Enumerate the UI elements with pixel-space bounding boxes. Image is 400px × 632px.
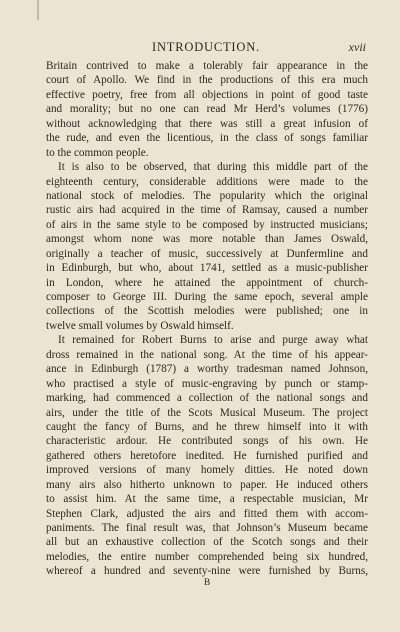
text-line: originally a teacher of music, successively at Dunfermline and — [46, 247, 368, 260]
text-line: without acknowledging that there was still a great infusion of — [46, 117, 368, 130]
text-line: characteristic ardour. He contributed songs of his own. He — [46, 435, 368, 448]
text-line: Stephen Clark, adjusted the airs and fitted them with accom- — [46, 507, 368, 520]
text-line: many airs also hitherto unknown to paper. He induced others — [46, 478, 368, 491]
text-line: national stock of melodies. The popularity which the original — [46, 189, 368, 202]
text-line: who practised a style of music-engraving by punch or stamp- — [46, 377, 368, 390]
text-line: Britain contrived to make a tolerably fair appearance in the — [46, 60, 368, 72]
text-line: It is also to be observed, that during this middle part of the — [58, 161, 368, 174]
text-line: improved versions of many homely ditties. He noted down — [46, 464, 368, 477]
running-header-title: INTRODUCTION. — [152, 40, 260, 54]
text-line: effective poetry, free from all objections in point of good taste — [46, 88, 368, 101]
text-line: rustic airs had acquired in the time of Ramsay, caused a number — [46, 204, 368, 217]
text-line: composer to George III. During the same epoch, several ample — [46, 291, 368, 303]
text-line: gathered others heretofore inedited. He furnished purified and — [46, 449, 368, 462]
text-line: to the common people. — [46, 146, 149, 159]
page-folio: xvii — [348, 40, 366, 54]
text-line: in Edinburgh, but who, about 1741, settled as a music-publisher — [46, 262, 368, 275]
signature-mark: B — [203, 578, 211, 588]
text-line: It remained for Robert Burns to arise and purge away what — [58, 334, 368, 347]
text-line: amongst whom none was more notable than James Oswald, — [46, 233, 368, 246]
text-line: and morality; but no one can read Mr Herd’s volumes (1776) — [46, 103, 368, 116]
text-line: ance in Edinburgh (1787) a worthy tradesman named Johnson, — [46, 363, 368, 376]
gutter-rule — [37, 0, 39, 20]
text-line: to assist him. At the same time, a respectable musician, Mr — [46, 493, 368, 506]
text-line: twelve small volumes by Oswald himself. — [46, 319, 234, 332]
text-line: dross remained in the national song. At the time of his appear- — [46, 348, 368, 361]
text-line: of airs in the same style to be composed by instructed musicians; — [46, 218, 368, 231]
text-line: collections of the Scottish melodies were published; one in — [46, 305, 368, 318]
running-header — [46, 40, 366, 60]
text-line: marking, had commenced a collection of the national songs and — [46, 392, 368, 405]
text-line: airs, under the title of the Scots Musical Museum. The project — [46, 406, 368, 419]
text-line: caught the fancy of Burns, and he threw himself into it with — [46, 420, 368, 433]
text-line: eighteenth century, considerable additions were made to the — [46, 175, 368, 188]
text-line: all but an exhaustive collection of the Scotch songs and their — [46, 536, 368, 549]
text-line: the rude, and even the licentious, in the class of songs familiar — [46, 132, 368, 145]
body-text — [46, 59, 368, 579]
text-line: paniments. The final result was, that Johnson’s Museum became — [46, 522, 368, 534]
text-line: in London, where he attained the appointment of church- — [46, 276, 368, 289]
text-line: whereof a hundred and seventy-nine were furnished by Burns, — [46, 565, 368, 578]
text-line: melodies, the entire number comprehended being six hundred, — [46, 550, 368, 563]
text-line: court of Apollo. We find in the productions of this era much — [46, 74, 368, 87]
